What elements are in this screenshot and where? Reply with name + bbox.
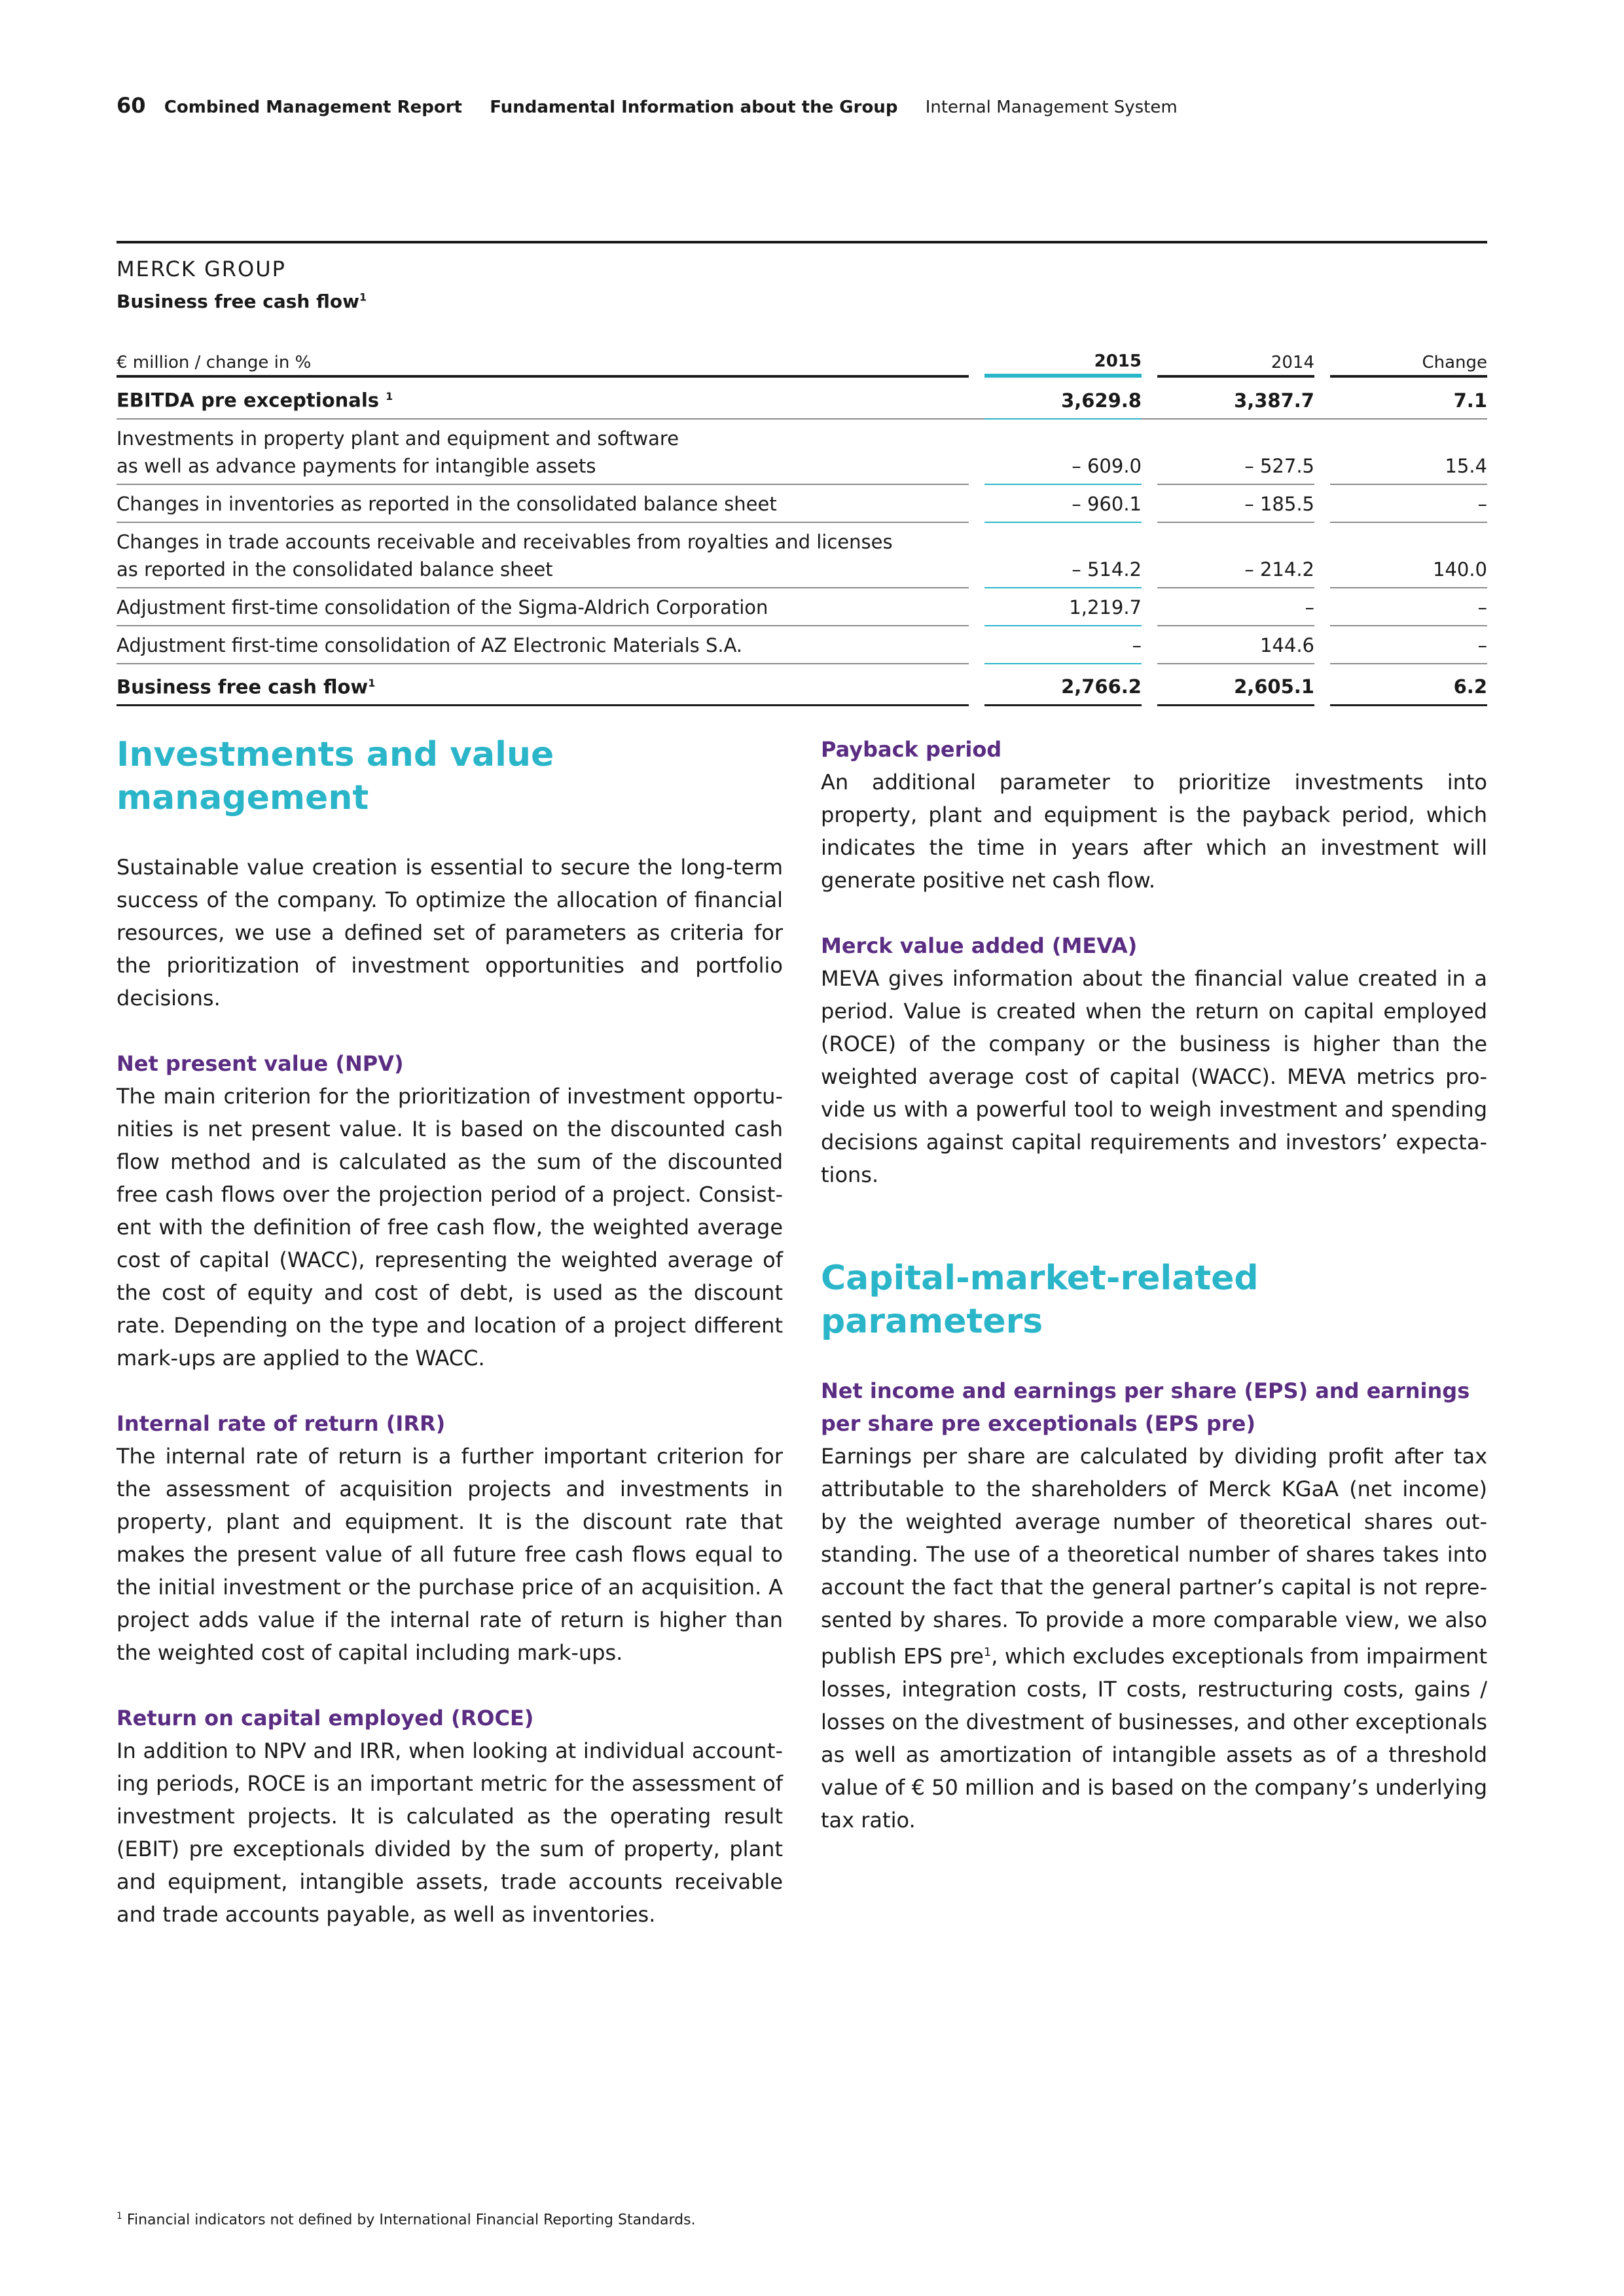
cell-2014: –: [1157, 588, 1314, 626]
paragraph-roce: In addition to NPV and IRR, when looking at individual accounting periods, ROCE is an important metric for the assessment of investment projects. It is calculated as the operating result (EBIT) pre exceptionals divided by the sum of property, plant and equipment, intangible assets, trade accounts receivable and trade accounts payable, as well as inventories.: [117, 1738, 783, 1927]
column-header-label: € million / change in %: [117, 346, 969, 378]
subheading-payback: Payback period: [821, 737, 1002, 762]
cell-2015: 1,219.7: [984, 588, 1142, 626]
left-column: [117, 733, 783, 1964]
table-row: [117, 378, 1487, 420]
subheading-meva: Merck value added (MEVA): [821, 933, 1138, 958]
breadcrumb-section: Combined Management Report: [164, 98, 462, 117]
paragraph-investments: Sustainable value creation is essential to secure the long-term success of the company. To optimize the allocation of financial resources, we use a defined set of parameters as criteria for the prioritization of investment opportunities and portfolio decisions.: [117, 855, 783, 1011]
row-label: Adjustment first-time consolidation of the Sigma-Aldrich Corporation: [117, 588, 969, 626]
cell-change: 140.0: [1330, 523, 1487, 588]
column-header-change: Change: [1330, 346, 1487, 378]
cell-change: 7.1: [1330, 378, 1487, 420]
cell-change: 6.2: [1330, 664, 1487, 707]
cell-2014: – 214.2: [1157, 523, 1314, 588]
paragraph-irr: The internal rate of return is a further important criterion for the assessment of acquisition projects and investments in property, plant and equipment. It is the discount rate that makes the present value of all future free cash flows equal to the initial investment or the purchase price of an acquisition. A project adds value if the internal rate of return is higher than the weighted cost of capital including mark-ups.: [117, 1444, 783, 1665]
table-subtitle: Business free cash flow$^1$: [117, 291, 367, 312]
page-number: 60: [117, 93, 146, 118]
row-label: Adjustment first-time consolidation of AZ Electronic Materials S.A.: [117, 626, 969, 664]
footnote: $^1$ Financial indicators not defined by International Financial Reporting Standards.: [117, 2211, 696, 2229]
row-label: Changes in inventories as reported in the consolidated balance sheet: [117, 485, 969, 523]
breadcrumb-topic: Internal Management System: [925, 98, 1178, 117]
subheading-eps: Net income and earnings per share (EPS) and earnings per share pre exceptionals (EPS pre): [821, 1378, 1470, 1436]
table-title: MERCK GROUP: [117, 257, 286, 281]
cell-2015: – 514.2: [984, 523, 1142, 588]
row-label: EBITDA pre exceptionals $^1$: [117, 378, 969, 420]
column-header-2014: 2014: [1157, 346, 1314, 378]
subheading-npv: Net present value (NPV): [117, 1051, 404, 1076]
breadcrumb-chapter: Fundamental Information about the Group: [490, 98, 898, 117]
cell-2014: 3,387.7: [1157, 378, 1314, 420]
page-header: [117, 93, 1200, 118]
paragraph-eps: Earnings per share are calculated by dividing profit after tax attributable to the shareholders of Merck KGaA (net income) by the weighted average number of theoretical shares outstanding. The use of a theoretical number of shares takes into account the fact that the general partner’s capital is not represented by shares. To provide a more comparable view, we also publish EPS pre$^1$, which excludes exceptionals from impairment losses, integration costs, IT costs, restructuring costs, gains / losses on the divestment of businesses, and other exceptionals as well as amortization of intangible assets as of a threshold value of € 50 million and is based on the company’s underlying tax ratio.: [821, 1444, 1488, 1833]
heading-investments: Investments and value management: [117, 735, 554, 817]
subheading-roce: Return on capital employed (ROCE): [117, 1706, 534, 1731]
row-label: Changes in trade accounts receivable and receivables from royalties and licenses as reported in the consolidated balance sheet: [117, 523, 969, 588]
row-label: Business free cash flow$^1$: [117, 664, 969, 707]
table-top-rule: [117, 241, 1487, 243]
cell-2015: – 609.0: [984, 420, 1142, 485]
table-header-row: [117, 346, 1487, 378]
table-row: [117, 420, 1487, 485]
table-row: [117, 523, 1487, 588]
cell-2015: – 960.1: [984, 485, 1142, 523]
cell-change: –: [1330, 626, 1487, 664]
table-total-row: [117, 664, 1487, 707]
row-label: Investments in property plant and equipment and software as well as advance payments for intangible assets: [117, 420, 969, 485]
paragraph-meva: MEVA gives information about the financial value created in a period. Value is created when the return on capital employed (ROCE) of the company or the business is higher than the weighted average cost of capital (WACC). MEVA metrics provide us with a powerful tool to weigh investment and spending decisions against capital requirements and investors’ expectations.: [821, 966, 1487, 1187]
table-row: [117, 485, 1487, 523]
table-row: [117, 626, 1487, 664]
cell-2015: 2,766.2: [984, 664, 1142, 707]
cell-2015: 3,629.8: [984, 378, 1142, 420]
cell-change: 15.4: [1330, 420, 1487, 485]
cell-2014: – 185.5: [1157, 485, 1314, 523]
heading-capital-market: Capital-market-related parameters: [821, 1259, 1259, 1341]
cell-2014: – 527.5: [1157, 420, 1314, 485]
cell-change: –: [1330, 588, 1487, 626]
cell-change: –: [1330, 485, 1487, 523]
cell-2014: 144.6: [1157, 626, 1314, 664]
column-header-2015: 2015: [984, 346, 1142, 378]
cash-flow-table: [117, 346, 1487, 706]
table-row: [117, 588, 1487, 626]
subheading-irr: Internal rate of return (IRR): [117, 1411, 446, 1436]
cash-flow-table-block: [117, 241, 1487, 706]
cell-2015: –: [984, 626, 1142, 664]
right-column: [821, 733, 1487, 1869]
cell-2014: 2,605.1: [1157, 664, 1314, 707]
paragraph-npv: The main criterion for the prioritization of investment opportunities is net present value. It is based on the discounted cash flow method and is calculated as the sum of the discounted free cash flows over the projection period of a project. Consistent with the definition of free cash flow, the weighted average cost of capital (WACC), representing the weighted average of the cost of equity and cost of debt, is used as the discount rate. Depending on the type and location of a project different mark-ups are applied to the WACC.: [117, 1084, 783, 1371]
paragraph-payback: An additional parameter to prioritize investments into property, plant and equipment is the payback period, which indicates the time in years after which an investment will generate positive net cash flow.: [821, 770, 1487, 893]
